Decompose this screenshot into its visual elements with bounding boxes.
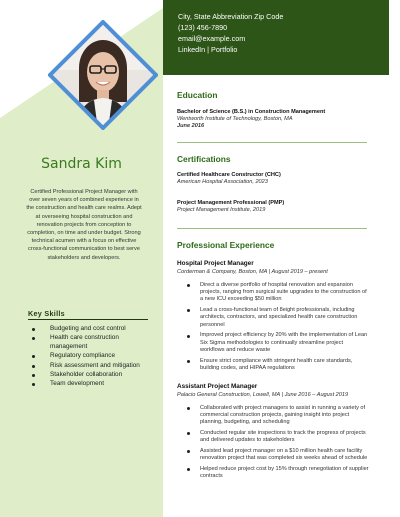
skill-item: Regulatory compliance [30, 352, 155, 360]
education-divider [177, 142, 367, 143]
education-school: Wentworth Institute of Technology, Boston, MA [177, 116, 293, 123]
skill-item: Risk assessment and mitigation [30, 362, 155, 370]
key-skills-heading: Key Skills [28, 309, 65, 318]
job-title: Hospital Project Manager [177, 260, 254, 267]
job-bullet: Direct a diverse portfolio of hospital renovation and expansion projects, ranging from surgical suite upgrades to the construction of a new ICU exceeding $50 million [177, 282, 369, 304]
education-heading: Education [177, 90, 218, 100]
skill-item: Budgeting and cost control [30, 325, 155, 333]
contact-header [163, 0, 389, 75]
key-skills-divider [28, 319, 148, 320]
job-bullet: Lead a cross-functional team of 8eight professionals, including architects, contractors, and specialized health care construction personnel [177, 307, 369, 329]
key-skills-list [30, 325, 155, 390]
job-meta: Corderman & Company, Boston, MA | August 2019 – present [177, 269, 328, 275]
job-bullet: Helped reduce project cost by 15% through renegotiation of supplier contracts [177, 466, 369, 480]
certifications-heading: Certifications [177, 154, 231, 164]
job-bullets [177, 282, 369, 372]
education-date: June 2016 [177, 123, 205, 130]
certification-name: Project Management Professional (PMP) [177, 200, 285, 206]
contact-links[interactable]: LinkedIn | Portfolio [178, 45, 238, 54]
certification-entry [177, 200, 369, 214]
profile-photo [48, 20, 158, 130]
certification-org: Project Management Institute, 2019 [177, 207, 266, 214]
experience-heading: Professional Experience [177, 240, 275, 250]
contact-phone: (123) 456-7890 [178, 23, 228, 32]
certifications-divider [177, 228, 367, 229]
job-bullet: Ensure strict compliance with stringent health care standards, building codes, and HIPAA regulations [177, 358, 369, 372]
job-title: Assistant Project Manager [177, 383, 258, 390]
job-bullet: Assisted lead project manager on a $10 million health care facility renovation project that was completed six weeks ahead of schedule [177, 448, 369, 462]
job-bullet: Collaborated with project managers to assist in running a variety of commercial construction projects, gaining insight into project planning, budgeting, and scheduling [177, 405, 369, 427]
skill-item: Team development [30, 380, 155, 388]
job-bullet: Improved project efficiency by 20% with the implementation of Lean Six Sigma methodologies to continually streamline project workflows and reduce waste [177, 332, 369, 354]
profile-summary: Certified Professional Project Manager with over seven years of combined experience in the construction and health care realms. Adept at overseeing hospital construction and renovation projects from conception to completion, on time and under budget. Strong technical acumen with a focus on effective cross-functional communication to best serve stakeholders and developers. [26, 189, 142, 261]
contact-email[interactable]: email@example.com [178, 34, 246, 43]
profile-photo-image [48, 20, 158, 130]
education-degree: Bachelor of Science (B.S.) in Construction Management [177, 109, 326, 115]
certification-org: American Hospital Association, 2023 [177, 179, 268, 186]
job-meta: Palacio General Construction, Lowell, MA | June 2016 – August 2019 [177, 392, 349, 398]
skill-item: Health care construction management [30, 334, 155, 351]
contact-address: City, State Abbreviation Zip Code [178, 12, 284, 21]
candidate-name: Sandra Kim [41, 156, 122, 172]
job-bullet: Conducted regular site inspections to track the progress of projects and delivered updates to stakeholders [177, 430, 369, 444]
skill-item: Stakeholder collaboration [30, 371, 155, 379]
certification-name: Certified Healthcare Constructor (CHC) [177, 172, 281, 178]
job-entry [177, 383, 369, 484]
job-entry [177, 260, 369, 376]
education-entry [177, 109, 369, 131]
certification-entry [177, 172, 369, 186]
job-bullets [177, 405, 369, 481]
